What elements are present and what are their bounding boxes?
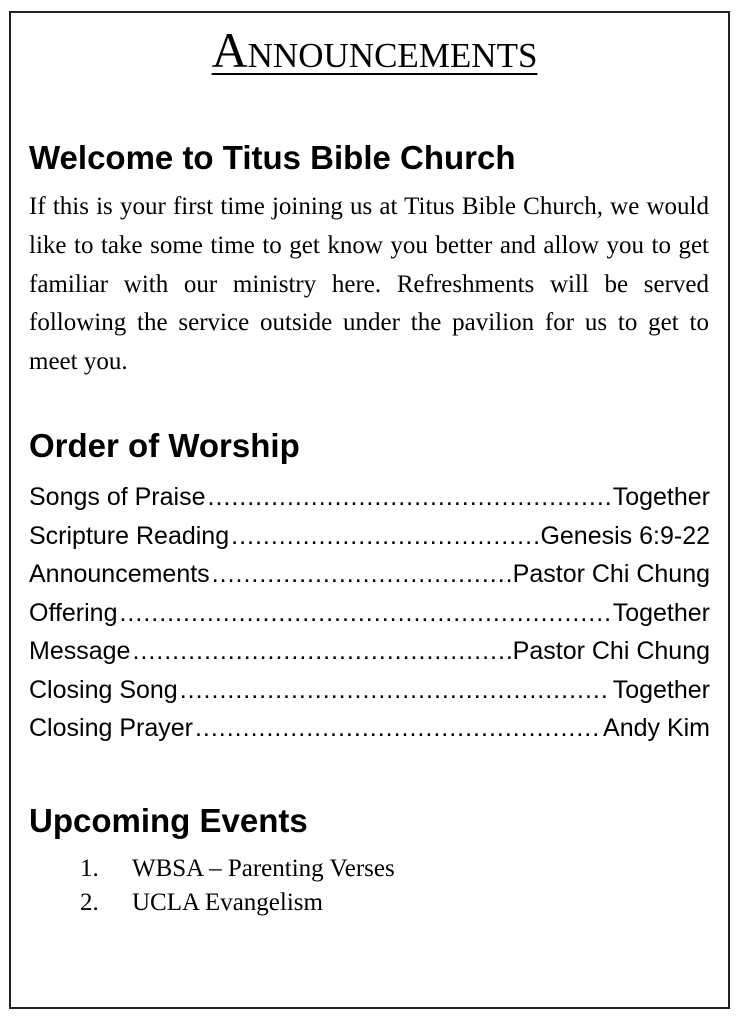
worship-item: Offering: [29, 598, 118, 627]
worship-row: [29, 555, 710, 594]
dot-leader: [119, 594, 610, 633]
welcome-heading: Welcome to Titus Bible Church: [29, 139, 516, 176]
worship-row: [29, 632, 710, 671]
events-list: [80, 852, 395, 920]
worship-item: Closing Prayer: [29, 714, 193, 742]
dot-leader: [208, 478, 611, 517]
worship-leader: Together: [612, 598, 710, 627]
event-label: WBSA – Parenting Verses: [132, 855, 395, 882]
events-heading: Upcoming Events: [29, 802, 308, 839]
worship-row: [29, 478, 710, 517]
worship-order-list: [29, 478, 710, 748]
worship-item: Scripture Reading: [29, 521, 230, 550]
list-number: 1.: [80, 855, 99, 882]
list-item: [80, 852, 395, 886]
worship-row: [29, 517, 710, 556]
worship-leader: Together: [612, 483, 710, 511]
page-title: [0, 20, 749, 80]
worship-item: Songs of Praise: [29, 483, 206, 511]
dot-leader: [195, 709, 601, 748]
page-title-text: Announcements: [211, 22, 538, 78]
worship-item: Announcements: [29, 560, 210, 588]
list-number: 2.: [80, 889, 99, 916]
welcome-paragraph: If this is your first time joining us at Titus Bible Church, we would like to take some time to get know you better and allow you to get familiar with our ministry here. Refreshments will be served following the service outside under the pavilion for us to get to meet you.: [29, 193, 709, 376]
worship-leader: Together: [612, 675, 710, 704]
worship-leader: Genesis 6:9-22: [540, 521, 710, 550]
list-item: [80, 886, 395, 920]
worship-leader: Pastor Chi Chung: [512, 560, 710, 588]
worship-item: Closing Song: [29, 675, 178, 704]
worship-row: [29, 594, 710, 633]
worship-leader: Pastor Chi Chung: [512, 637, 710, 665]
dot-leader: [212, 555, 511, 594]
worship-row: [29, 671, 710, 710]
worship-row: [29, 709, 710, 748]
worship-heading: Order of Worship: [29, 427, 300, 464]
event-label: UCLA Evangelism: [132, 889, 323, 916]
worship-item: Message: [29, 637, 131, 665]
dot-leader: [180, 671, 611, 710]
dot-leader: [231, 517, 538, 556]
dot-leader: [132, 632, 510, 671]
worship-leader: Andy Kim: [603, 714, 710, 742]
